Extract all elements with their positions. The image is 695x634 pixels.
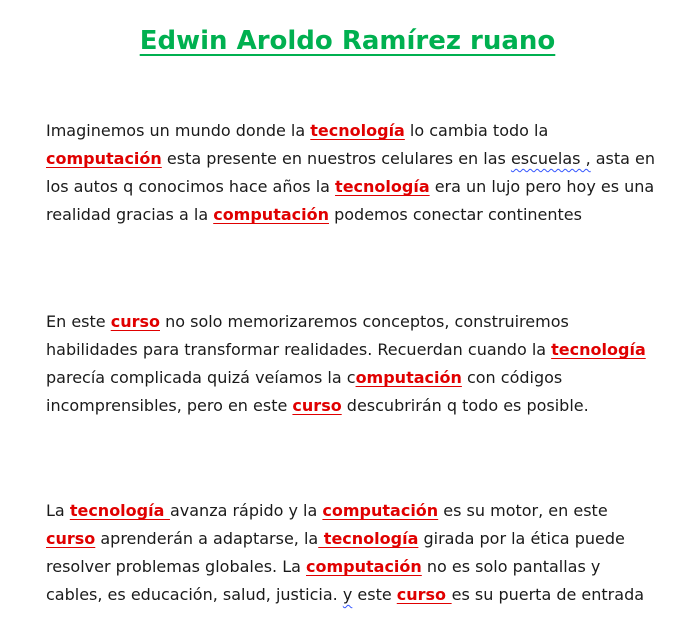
keyword-highlight: computación (306, 557, 422, 576)
keyword-highlight: curso (46, 529, 96, 548)
body-text: esta presente en nuestros celulares en las (161, 149, 511, 168)
body-text: Imaginemos un mundo donde la (46, 121, 311, 140)
body-text: podemos conectar continentes (329, 205, 582, 224)
spellcheck-flagged-text: y (342, 585, 353, 604)
body-text: descubrirán q todo es posible. (341, 396, 589, 415)
body-text: no es solo pantallas y cables, es educación, salud, justicia. (46, 557, 601, 604)
body-text: no solo memorizaremos conceptos, construiremos habilidades para transformar realidades. Recuerdan cuando la (46, 312, 569, 359)
body-text: es su puerta de entrada (451, 585, 645, 604)
body-text: avanza rápido y la (169, 501, 323, 520)
keyword-highlight: computación (213, 205, 329, 224)
paragraph-3 (46, 497, 656, 609)
keyword-highlight: tecnología (310, 121, 405, 140)
keyword-highlight: tecnología (318, 529, 419, 548)
keyword-highlight: computación (322, 501, 439, 520)
body-text: era un lujo pero hoy es una realidad gracias a la (46, 177, 655, 224)
body-text: lo cambia todo la (404, 121, 549, 140)
keyword-highlight: curso (110, 312, 160, 331)
body-text: La (46, 501, 70, 520)
paragraph-1 (46, 117, 656, 229)
keyword-highlight: tecnología (335, 177, 430, 196)
body-text: En este (46, 312, 111, 331)
keyword-highlight: computación (46, 149, 162, 168)
keyword-highlight: curso (292, 396, 342, 415)
keyword-highlight: tecnología (551, 340, 646, 359)
paragraph-2 (46, 308, 656, 420)
body-text: este (352, 585, 397, 604)
body-text: es su motor, en este (438, 501, 608, 520)
body-text: asta en los autos q conocimos hace años la (46, 149, 656, 196)
keyword-highlight: omputación (355, 368, 462, 387)
body-text: aprenderán a adaptarse, la (95, 529, 319, 548)
document-title-text: Edwin Aroldo Ramírez ruano (139, 26, 556, 56)
body-text: con códigos incomprensibles, pero en este (46, 368, 563, 415)
keyword-highlight: tecnología (69, 501, 170, 520)
keyword-highlight: curso (396, 585, 452, 604)
body-text: girada por la ética puede resolver problemas globales. La (46, 529, 625, 576)
spellcheck-flagged-text: escuelas , (510, 149, 591, 168)
body-text: parecía complicada quizá veíamos la c (46, 368, 356, 387)
document-title (0, 20, 695, 62)
